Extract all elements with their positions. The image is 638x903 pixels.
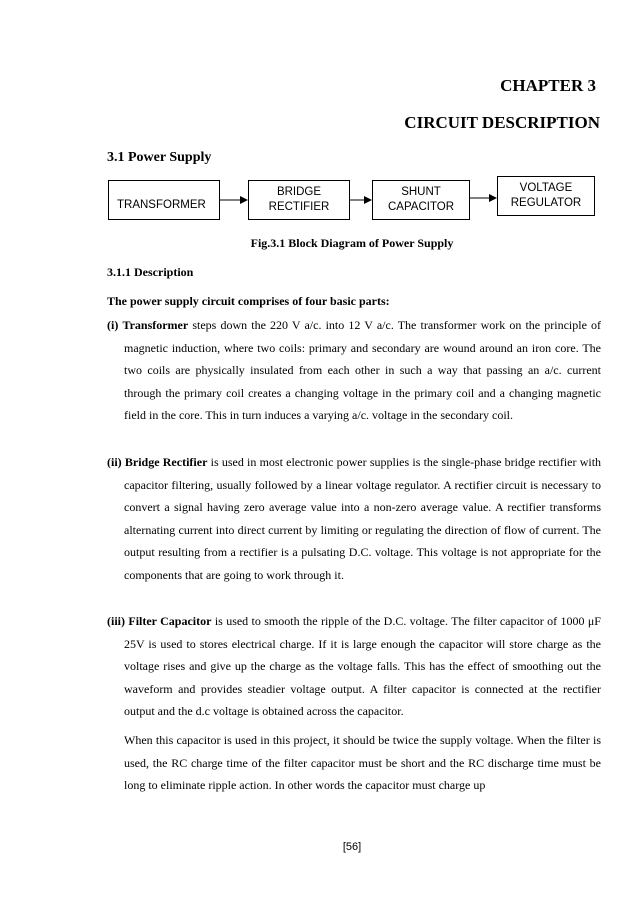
item-marker: (i) [107,318,119,332]
item-marker: (iii) [107,614,125,628]
subsection-title: 3.1.1 Description [107,265,194,279]
item-term: Transformer [122,318,189,332]
item-bridge-rectifier [107,451,601,586]
chapter-title: CIRCUIT DESCRIPTION [404,113,600,132]
page-number: [56] [342,841,362,853]
block-shunt-capacitor-line1: SHUNT [401,186,441,198]
diagram-arrows [0,0,638,260]
item-term: Bridge Rectifier [124,455,208,469]
item-text: is used to smooth the ripple of the D.C. voltage. The filter capacitor of 1000 μF 25V is used to stores electrical charge. If it is large enough the capacitor will store charge as the voltage rises and give up the charge as the voltage falls. This has the effect of smoothing out the waveform and provides steadier voltage output. A filter capacitor is connected at the rectifier output and the d.c voltage is obtained across the capacitor. [124,614,601,718]
item-transformer [107,314,601,427]
item-term: Filter Capacitor [128,614,212,628]
block-transformer-label: TRANSFORMER [117,198,206,211]
item-filter-capacitor [107,610,601,723]
item-text: is used in most electronic power supplies is the single-phase bridge rectifier with capacitor filtering, usually followed by a linear voltage regulator. A rectifier circuit is necessary to convert a signal having zero average value into a non-zero average value. A rectifier transforms alternating current into direct current by limiting or regulating the direction of flow of current. The output resulting from a rectifier is a pulsating D.C. voltage. This voltage is not appropriate for the components that are going to work through it. [124,455,602,582]
block-voltage-regulator-line2: REGULATOR [510,197,582,209]
block-bridge-rectifier-line1: BRIDGE [276,186,322,198]
block-shunt-capacitor-line2: CAPACITOR [387,201,455,213]
section-title: 3.1 Power Supply [107,150,212,165]
block-bridge-rectifier-line2: RECTIFIER [268,201,330,213]
block-voltage-regulator-line1: VOLTAGE [519,182,573,194]
intro-sentence: The power supply circuit comprises of four basic parts: [107,294,390,308]
item-marker: (ii) [107,455,122,469]
item-text: steps down the 220 V a/c. into 12 V a/c. The transformer work on the principle of magnetic induction, where two coils: primary and secondary are wound around an iron core. The two coils are physically insulated from each other in such a way that passing an a/c. current through the primary coil creates a changing voltage in the primary coil and a changing magnetic field in the core. This in turn induces a varying a/c. voltage in the secondary coil. [124,318,602,422]
chapter-number: CHAPTER 3 [500,76,596,95]
figure-caption: Fig.3.1 Block Diagram of Power Supply [250,236,454,250]
continuation-paragraph: When this capacitor is used in this project, it should be twice the supply voltage. When the filter is used, the RC charge time of the filter capacitor must be short and the RC discharge time must be long to eliminate ripple action. In other words the capacitor must charge up [124,733,601,792]
